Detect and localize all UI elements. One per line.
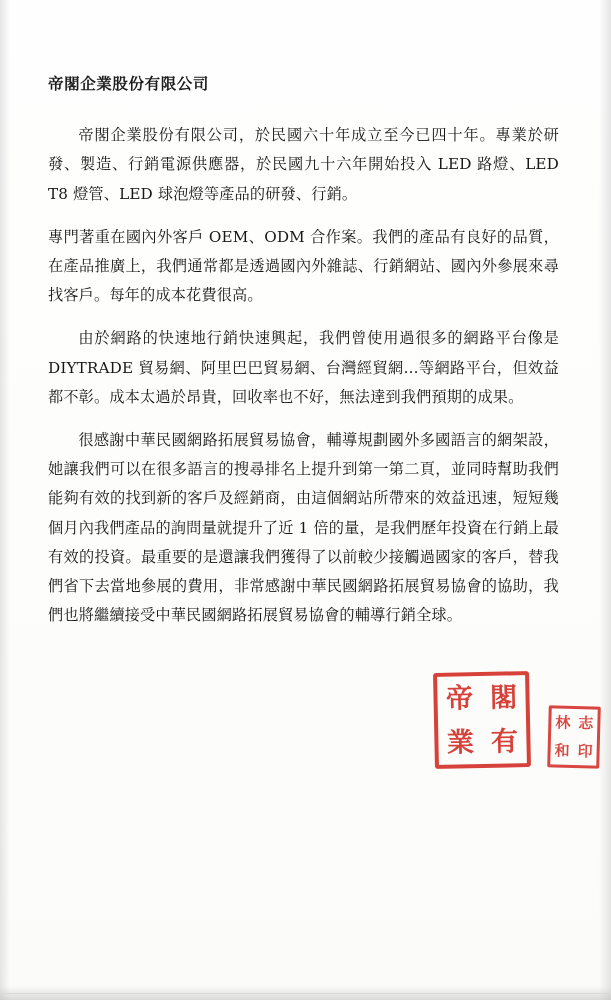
company-seal-char-2: 閣 [489,681,518,714]
company-header: 帝閣企業股份有限公司 [48,74,210,93]
representative-seal-char-1: 林 [555,713,571,732]
scan-edge-right [599,0,611,1000]
company-seal-char-4: 有 [490,725,519,758]
representative-seal-char-4: 印 [577,741,593,760]
page-bottom-rule [0,993,611,994]
scan-edge-left [0,0,10,1000]
paragraph-2: 專門著重在國內外客戶 OEM、ODM 合作案。我們的產品有良好的品質，在產品推廣上，我們通常都是透過國內外雜誌、行銷網站、國內外參展來尋找客戶。每年的成本花費很高。 [48,227,559,305]
representative-seal-char-3: 和 [554,741,570,760]
company-seal [433,671,531,769]
representative-seal [547,705,601,768]
paragraph-1: 帝閣企業股份有限公司，於民國六十年成立至今已四十年。專業於研發、製造、行銷電源供應器，於民國九十六年開始投入 LED 路燈、LED T8 燈管、LED 球泡燈等產品的研發、行銷。 [48,126,559,203]
company-seal-char-3: 業 [446,726,475,759]
seal-area [48,664,594,794]
representative-seal-char-2: 志 [578,713,594,732]
paragraph-3: 由於網路的快速地行銷快速興起，我們曾使用過很多的網路平台像是 DIYTRADE 貿易網、阿里巴巴貿易網、台灣經貿網...等網路平台，但效益都不彰。成本太過於昂貴，回收率也不好，無法達到我們預期的成果。 [48,329,559,406]
company-seal-char-1: 帝 [445,682,474,715]
paragraph-4: 很感謝中華民國網路拓展貿易協會，輔導規劃國外多國語言的網架設，她讓我們可以在很多語言的搜尋排名上提升到第一第二頁，並同時幫助我們能夠有效的找到新的客戶及經銷商，由這個網站所帶來的效益迅速，短短幾個月內我們產品的詢問量就提升了近 1 倍的量，是我們歷年投資在行銷上最有效的投資。最重要的是還讓我們獲得了以前較少接觸過國家的客戶，替我們省下去當地參展的費用，非常感謝中華民國網路拓展貿易協會的協助，我們也將繼續接受中華民國網路拓展貿易協會的輔導行銷全球。 [48,430,559,625]
document-body [48,72,594,760]
